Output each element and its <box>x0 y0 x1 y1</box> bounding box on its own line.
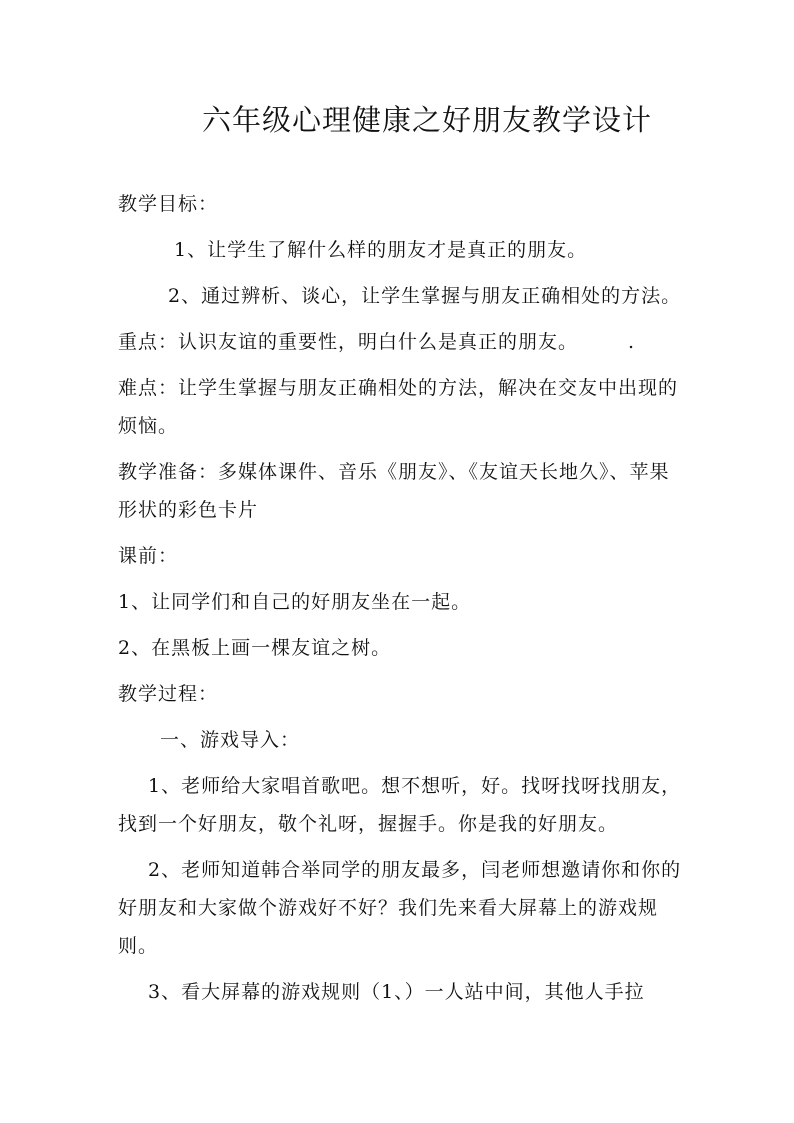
goal-item-2: 2、通过辨析、谈心，让学生掌握与朋友正确相处的方法。 <box>168 285 682 307</box>
before-class-heading: 课前： <box>118 545 179 567</box>
key-point <box>118 323 683 361</box>
preparation: 教学准备：多媒体课件、音乐《朋友》、《友谊天长地久》、苹果形状的彩色卡片 <box>118 461 670 521</box>
stage-1-heading: 一、游戏导入： <box>160 729 301 751</box>
process-step-2: 2、老师知道韩合举同学的朋友最多，闫老师想邀请你和你的好朋友和大家做个游戏好不好？我们先来看大屏幕上的游戏规则。 <box>118 859 682 957</box>
difficulty: 难点：让学生掌握与朋友正确相处的方法，解决在交友中出现的烦恼。 <box>118 377 679 437</box>
process-step-3: 3、看大屏幕的游戏规则（1、）一人站中间，其他人手拉 <box>148 981 645 1003</box>
key-point-text: 重点：认识友谊的重要性，明白什么是真正的朋友。 <box>118 331 579 353</box>
before-class-item-1: 1、让同学们和自己的好朋友坐在一起。 <box>118 591 472 613</box>
key-point-trailing-mark: . <box>628 331 636 353</box>
document-title: 六年级心理健康之好朋友教学设计 <box>201 103 652 137</box>
goal-item-1: 1、让学生了解什么样的朋友才是真正的朋友。 <box>174 239 588 261</box>
process-heading: 教学过程： <box>118 683 219 705</box>
goals-heading: 教学目标： <box>118 193 219 215</box>
before-class-item-2: 2、在黑板上画一棵友谊之树。 <box>118 637 392 659</box>
document-body <box>118 185 683 1011</box>
process-step-1: 1、老师给大家唱首歌吧。想不想听，好。找呀找呀找朋友，找到一个好朋友，敬个礼呀，握握手。你是我的好朋友。 <box>118 775 682 835</box>
